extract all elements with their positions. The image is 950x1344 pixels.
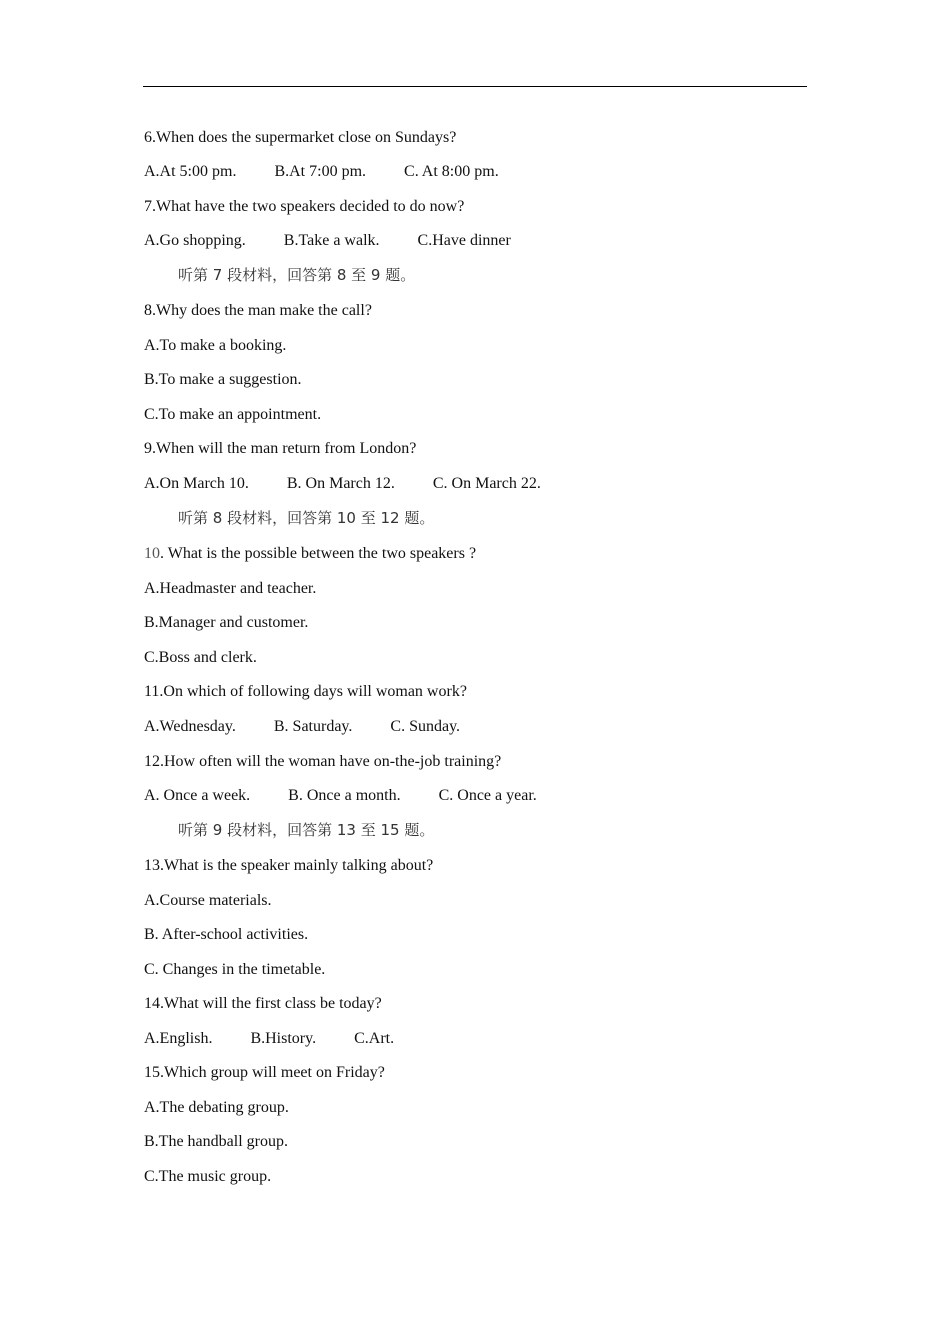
- option-row: [144, 474, 541, 494]
- question-text: 13.What is the speaker mainly talking about?: [144, 857, 434, 874]
- section-instruction: 听第 7 段材料，回答第 8 至 9 题。: [178, 266, 416, 284]
- question-text: 14.What will the first class be today?: [144, 995, 382, 1012]
- answer-option: B. After-school activities.: [144, 926, 309, 943]
- section-instruction: 听第 8 段材料，回答第 10 至 12 题。: [178, 509, 435, 527]
- answer-option: A.Wednesday.: [144, 718, 236, 735]
- question-body: . What is the possible between the two speakers ?: [160, 545, 477, 562]
- answer-option: A.Headmaster and teacher.: [144, 580, 317, 597]
- answer-option: A.On March 10.: [144, 475, 249, 492]
- option-row: [144, 786, 537, 806]
- option-row: [144, 231, 511, 251]
- answer-option: A.English.: [144, 1030, 213, 1047]
- answer-option: C.Art.: [354, 1030, 395, 1047]
- answer-option: C. Changes in the timetable.: [144, 961, 326, 978]
- option-row: [144, 162, 499, 182]
- question-text: 8.Why does the man make the call?: [144, 302, 372, 319]
- answer-option: B.Manager and customer.: [144, 614, 309, 631]
- option-row: [144, 717, 460, 737]
- answer-option: B. On March 12.: [286, 475, 395, 492]
- answer-option: A.Go shopping.: [144, 232, 246, 249]
- answer-option: C.To make an appointment.: [144, 406, 322, 423]
- answer-option: C. Once a year.: [438, 787, 537, 804]
- answer-option: A.At 5:00 pm.: [144, 163, 237, 180]
- answer-option: B. Once a month.: [288, 787, 401, 804]
- question-text: 12.How often will the woman have on-the-job training?: [144, 753, 502, 770]
- question-text: 11.On which of following days will woman work?: [144, 683, 467, 700]
- question-text: 6.When does the supermarket close on Sundays?: [144, 129, 457, 146]
- answer-option: B.The handball group.: [144, 1133, 288, 1150]
- answer-option: C.Boss and clerk.: [144, 649, 257, 666]
- answer-option: B. Saturday.: [273, 718, 353, 735]
- answer-option: C. Sunday.: [390, 718, 461, 735]
- question-text: 9.When will the man return from London?: [144, 440, 417, 457]
- section-instruction: 听第 9 段材料，回答第 13 至 15 题。: [178, 821, 435, 839]
- answer-option: B.At 7:00 pm.: [274, 163, 367, 180]
- answer-option: B.To make a suggestion.: [144, 371, 302, 388]
- answer-option: C.The music group.: [144, 1168, 272, 1185]
- answer-option: A.Course materials.: [144, 892, 272, 909]
- option-row: [144, 1029, 394, 1049]
- question-text: 7.What have the two speakers decided to do now?: [144, 198, 465, 215]
- answer-option: A. Once a week.: [144, 787, 251, 804]
- answer-option: C. On March 22.: [432, 475, 541, 492]
- answer-option: B.Take a walk.: [283, 232, 380, 249]
- answer-option: C.Have dinner: [417, 232, 511, 249]
- question-text: 15.Which group will meet on Friday?: [144, 1064, 385, 1081]
- header-rule: [143, 86, 807, 87]
- answer-option: A.The debating group.: [144, 1099, 289, 1116]
- answer-option: B.History.: [250, 1030, 317, 1047]
- question-number: 10: [144, 545, 160, 562]
- answer-option: A.To make a booking.: [144, 337, 287, 354]
- question-text: [144, 544, 476, 564]
- answer-option: C. At 8:00 pm.: [404, 163, 499, 180]
